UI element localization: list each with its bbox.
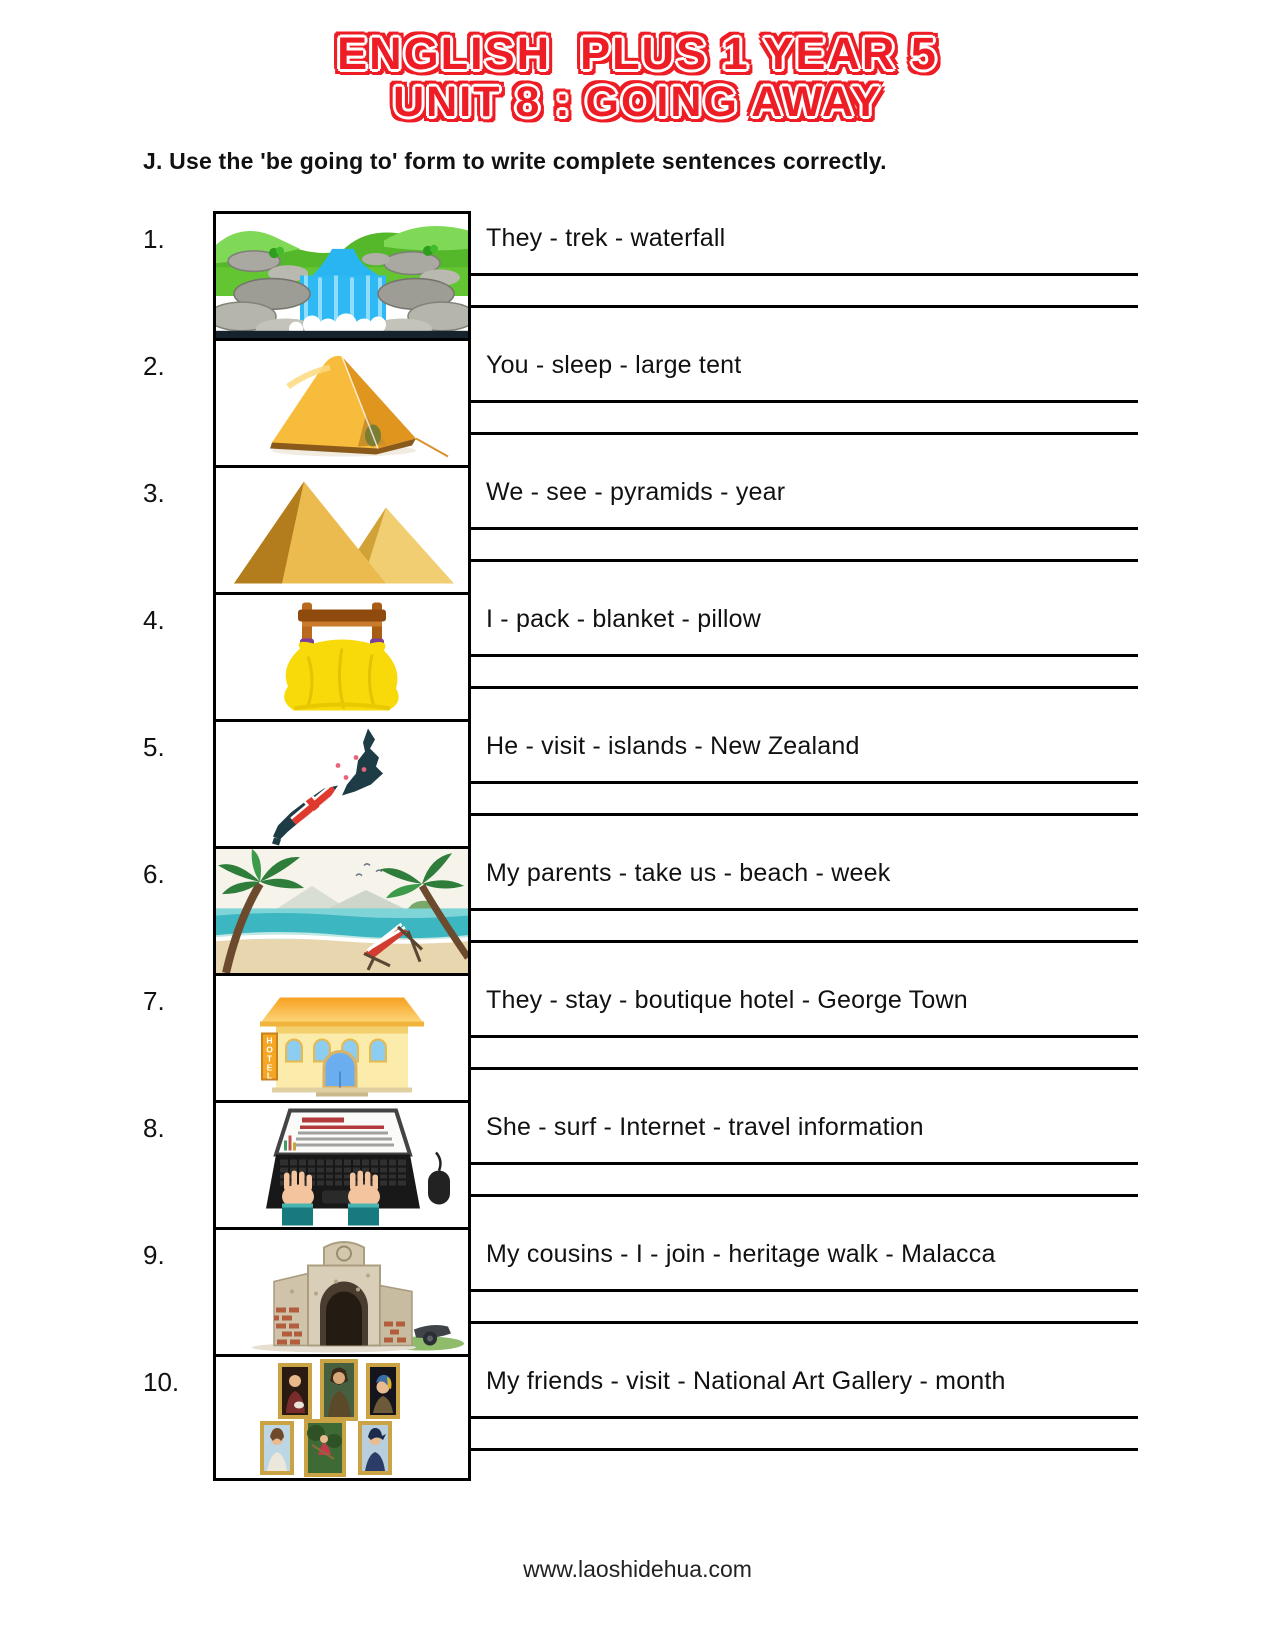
exercise-instruction: J. Use the 'be going to' form to write complete sentences correctly.	[143, 148, 887, 174]
answer-line-2	[471, 1194, 1138, 1197]
item-prompt: My parents - take us - beach - week	[486, 859, 891, 887]
item-prompt: You - sleep - large tent	[486, 351, 742, 379]
beach-illustration	[216, 849, 468, 973]
answer-line-2	[471, 1448, 1138, 1451]
pyramids-image	[213, 465, 471, 592]
exercise-row	[143, 846, 1275, 973]
answer-line-2	[471, 1321, 1138, 1324]
item-content	[471, 1227, 1138, 1354]
item-content	[471, 211, 1138, 338]
exercise-row	[143, 338, 1275, 465]
exercise-row	[143, 592, 1275, 719]
svg-text:T: T	[266, 1053, 273, 1064]
art-gallery-illustration	[216, 1357, 468, 1478]
malacca-fort-image	[213, 1227, 471, 1354]
answer-line-1	[471, 654, 1138, 657]
item-prompt: He - visit - islands - New Zealand	[486, 732, 860, 760]
tent-illustration	[216, 341, 468, 465]
title-line-2: UNIT 8 : GOING AWAY	[393, 78, 882, 126]
item-prompt: They - stay - boutique hotel - George Town	[486, 986, 968, 1014]
item-number: 8.	[143, 1113, 165, 1143]
answer-line-1	[471, 781, 1138, 784]
answer-line-2	[471, 305, 1138, 308]
svg-text:E: E	[266, 1062, 273, 1073]
title-line-1: ENGLISH PLUS 1 YEAR 5	[337, 28, 938, 79]
item-prompt: I - pack - blanket - pillow	[486, 605, 761, 633]
answer-line-1	[471, 1035, 1138, 1038]
item-content	[471, 592, 1138, 719]
worksheet-title	[0, 0, 1275, 126]
svg-text:O: O	[266, 1044, 273, 1055]
laptop-illustration	[216, 1103, 468, 1227]
exercise-row	[143, 1354, 1275, 1481]
item-number: 7.	[143, 986, 165, 1016]
exercise-row	[143, 973, 1275, 1100]
answer-line-1	[471, 400, 1138, 403]
malacca-fort-illustration	[216, 1230, 468, 1354]
item-prompt: My friends - visit - National Art Gallery - month	[486, 1367, 1006, 1395]
item-number: 9.	[143, 1240, 165, 1270]
item-number: 1.	[143, 224, 165, 254]
waterfall-image	[213, 211, 471, 338]
item-prompt: They - trek - waterfall	[486, 224, 726, 252]
item-prompt: We - see - pyramids - year	[486, 478, 786, 506]
svg-text:H: H	[266, 1035, 273, 1046]
new-zealand-map-image	[213, 719, 471, 846]
answer-line-1	[471, 1289, 1138, 1292]
item-content	[471, 719, 1138, 846]
answer-line-2	[471, 432, 1138, 435]
exercise-row	[143, 211, 1275, 338]
item-prompt: My cousins - I - join - heritage walk - Malacca	[486, 1240, 996, 1268]
item-content	[471, 973, 1138, 1100]
answer-line-2	[471, 686, 1138, 689]
item-prompt: She - surf - Internet - travel information	[486, 1113, 924, 1141]
item-content	[471, 1100, 1138, 1227]
item-content	[471, 338, 1138, 465]
answer-line-2	[471, 813, 1138, 816]
exercise-row	[143, 1227, 1275, 1354]
blanket-illustration	[216, 595, 468, 719]
art-gallery-image	[213, 1354, 471, 1481]
answer-line-2	[471, 1067, 1138, 1070]
answer-line-1	[471, 527, 1138, 530]
laptop-image	[213, 1100, 471, 1227]
item-number: 2.	[143, 351, 165, 381]
svg-text:L: L	[266, 1070, 273, 1081]
beach-image	[213, 846, 471, 973]
item-content	[471, 465, 1138, 592]
exercise-row	[143, 719, 1275, 846]
footer-website: www.laoshidehua.com	[523, 1556, 752, 1582]
item-number: 5.	[143, 732, 165, 762]
hotel-illustration	[216, 976, 468, 1100]
item-number: 6.	[143, 859, 165, 889]
answer-line-1	[471, 273, 1138, 276]
blanket-image	[213, 592, 471, 719]
item-number: 10.	[143, 1367, 180, 1397]
hotel-image	[213, 973, 471, 1100]
answer-line-1	[471, 1162, 1138, 1165]
answer-line-2	[471, 559, 1138, 562]
item-content	[471, 1354, 1138, 1481]
item-content	[471, 846, 1138, 973]
answer-line-1	[471, 908, 1138, 911]
exercise-rows	[143, 211, 1275, 1481]
waterfall-illustration	[216, 214, 468, 338]
exercise-row	[143, 1100, 1275, 1227]
new-zealand-map-illustration	[216, 722, 468, 846]
answer-line-1	[471, 1416, 1138, 1419]
tent-image	[213, 338, 471, 465]
pyramids-illustration	[216, 468, 468, 592]
exercise-row	[143, 465, 1275, 592]
answer-line-2	[471, 940, 1138, 943]
item-number: 3.	[143, 478, 165, 508]
item-number: 4.	[143, 605, 165, 635]
